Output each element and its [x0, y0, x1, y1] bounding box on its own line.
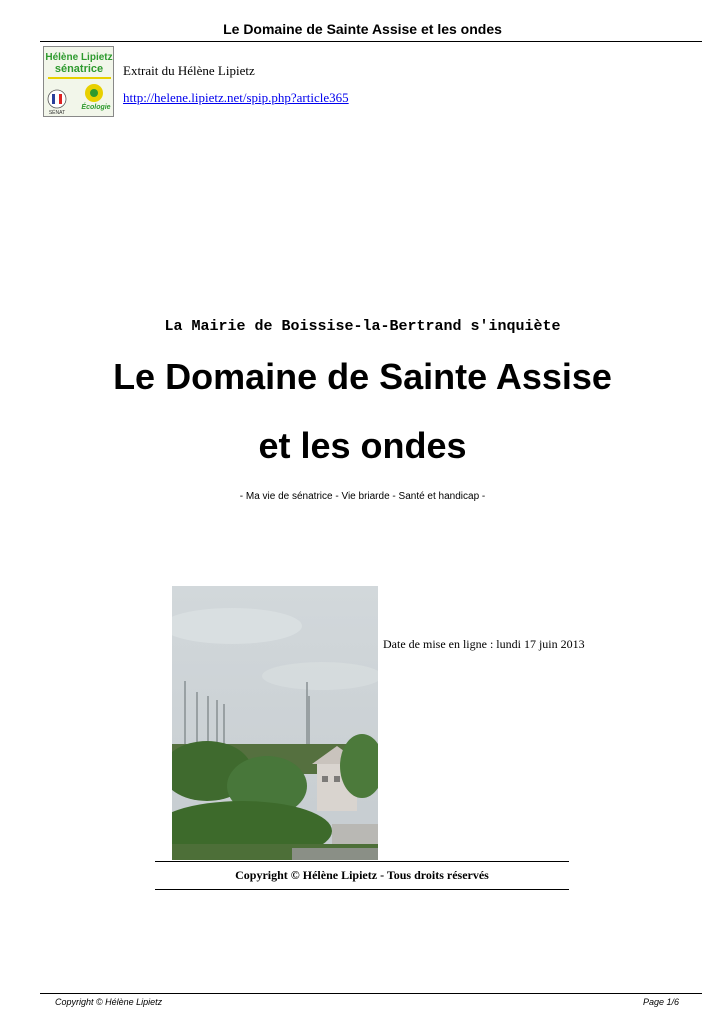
source-label: Extrait du Hélène Lipietz — [123, 63, 255, 78]
article-supertitle: La Mairie de Boissise-la-Bertrand s'inquiète — [164, 318, 561, 335]
publication-date: Date de mise en ligne : lundi 17 juin 2013 — [383, 637, 585, 651]
logo-badge-left: SÉNAT — [48, 110, 66, 116]
source-url-link[interactable]: http://helene.lipietz.net/spip.php?article365 — [123, 90, 349, 105]
logo-text-line2: sénatrice — [54, 63, 104, 75]
header-divider — [40, 41, 702, 42]
article-title-line2: et les ondes — [258, 425, 467, 466]
article-title-line1: Le Domaine de Sainte Assise — [113, 356, 612, 397]
article-rubrics: - Ma vie de sénatrice - Vie briarde - Santé et handicap - — [239, 491, 486, 502]
radio-masts-photo-icon — [172, 586, 378, 860]
copyright-top-divider — [155, 861, 569, 862]
logo-text-line1: Hélène Lipietz — [45, 52, 113, 63]
copyright-notice: Copyright © Hélène Lipietz - Tous droits réservés — [235, 868, 489, 882]
footer-page-number: Page 1/6 — [642, 997, 679, 1007]
helene-lipietz-logo-icon — [43, 46, 114, 117]
logo-badge-right: Écologie — [81, 104, 111, 111]
page-header-title: Le Domaine de Sainte Assise et les ondes — [223, 21, 502, 37]
footer-divider — [40, 993, 702, 994]
copyright-bottom-divider — [155, 889, 569, 890]
footer-copyright: Copyright © Hélène Lipietz — [55, 997, 163, 1007]
